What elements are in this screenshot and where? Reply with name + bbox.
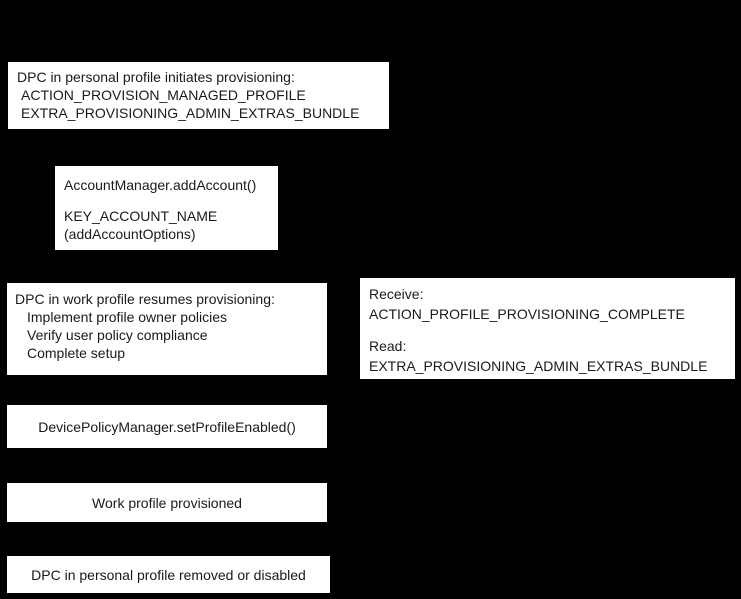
box-text-line: AccountManager.addAccount() xyxy=(64,177,257,193)
box-text-line: ACTION_PROVISION_MANAGED_PROFILE xyxy=(21,87,306,103)
box-text-line: Verify user policy compliance xyxy=(27,327,208,343)
box-text-line: Implement profile owner policies xyxy=(27,309,227,325)
box-text-line: (addAccountOptions) xyxy=(64,226,196,242)
box-text-line: Read: xyxy=(369,338,407,354)
box-text-line: DPC in personal profile initiates provisioning: xyxy=(17,69,295,85)
flow-box-resume-provisioning xyxy=(7,283,327,375)
flow-box-dpc-removed xyxy=(7,556,330,593)
box-text-line: DPC in work profile resumes provisioning: xyxy=(15,291,275,307)
box-text-line: Complete setup xyxy=(27,345,126,361)
box-text-line: Receive: xyxy=(369,286,424,302)
flow-box-set-profile-enabled xyxy=(7,405,327,448)
flow-box-add-account xyxy=(55,166,278,250)
box-text-line: ACTION_PROFILE_PROVISIONING_COMPLETE xyxy=(369,306,685,322)
box-text-line: DPC in personal profile removed or disabled xyxy=(31,566,306,583)
box-text-line: Work profile provisioned xyxy=(92,494,242,511)
box-text-line: KEY_ACCOUNT_NAME xyxy=(64,208,218,224)
flow-box-receive-complete xyxy=(360,278,735,379)
box-text-line: DevicePolicyManager.setProfileEnabled() xyxy=(38,418,296,435)
box-text-line: EXTRA_PROVISIONING_ADMIN_EXTRAS_BUNDLE xyxy=(21,105,360,121)
flow-box-provision-start xyxy=(8,62,389,129)
flow-box-work-profile-provisioned xyxy=(7,483,327,522)
box-text-line: EXTRA_PROVISIONING_ADMIN_EXTRAS_BUNDLE xyxy=(369,358,708,374)
